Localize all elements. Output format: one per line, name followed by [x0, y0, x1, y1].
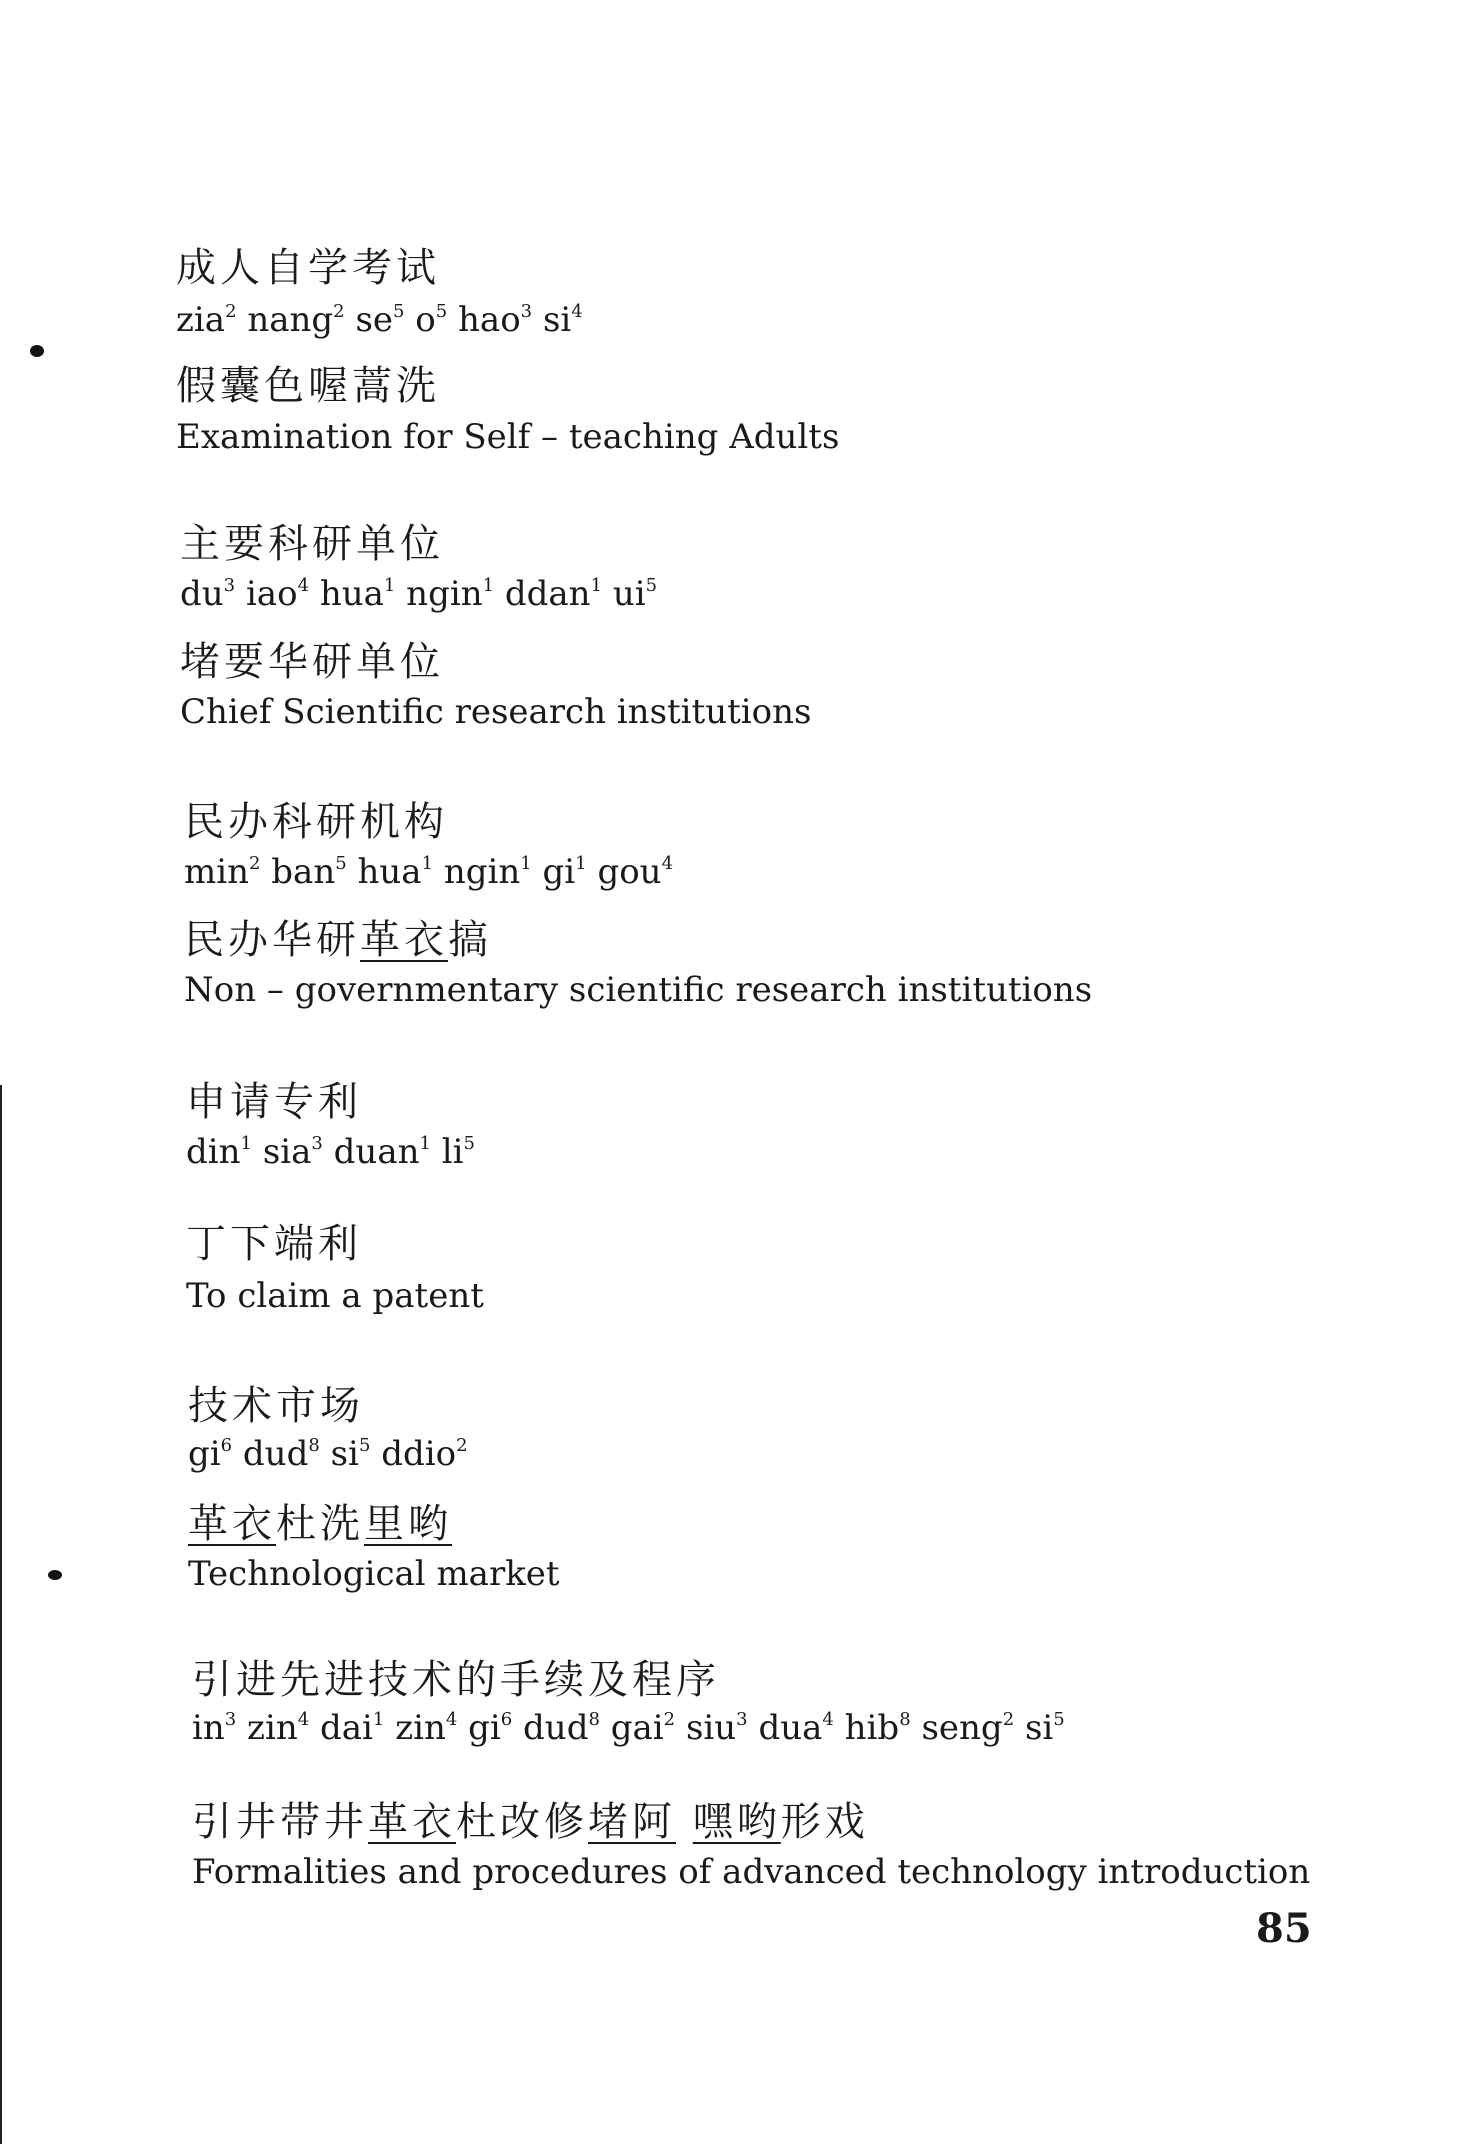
dialect-segment: 搞 [448, 917, 492, 963]
tone-number: 1 [419, 1133, 431, 1154]
tone-number: 6 [500, 1709, 513, 1730]
underlined-segment: 革衣 [368, 1799, 456, 1845]
english-translation: Non – governmentary scientific research institutions [184, 970, 1093, 1010]
tone-number: 1 [372, 1709, 385, 1730]
tone-number: 2 [456, 1435, 468, 1456]
pinyin-syllable: gi [188, 1434, 221, 1474]
pinyin-romanization [176, 300, 583, 340]
tone-number: 3 [311, 1133, 323, 1154]
english-translation: Examination for Self – teaching Adults [176, 417, 840, 457]
chinese-term: 引进先进技术的手续及程序 [192, 1657, 720, 1703]
tone-number: 5 [335, 853, 347, 874]
pinyin-syllable: dua [758, 1708, 823, 1748]
dialect-segment: 杜改修 [456, 1799, 588, 1845]
dialect-transcription [188, 1492, 452, 1549]
tone-number: 2 [1002, 1709, 1015, 1730]
pinyin-syllable: siu [685, 1708, 737, 1748]
tone-number: 5 [393, 301, 405, 322]
tone-number: 3 [223, 575, 236, 596]
tone-number: 8 [899, 1709, 911, 1730]
pinyin-syllable: zin [395, 1708, 446, 1748]
underlined-segment: 嘿哟 [692, 1799, 781, 1845]
tone-number: 6 [220, 1435, 233, 1456]
chinese-term: 民办科研机构 [184, 799, 448, 845]
tone-number: 5 [1053, 1709, 1065, 1730]
pinyin-romanization [184, 852, 673, 892]
tone-number: 1 [421, 853, 434, 874]
pinyin-syllable: ddan [504, 574, 591, 614]
dialect-segment: 民办华研 [184, 917, 360, 963]
pinyin-syllable: o [415, 300, 436, 340]
pinyin-romanization [192, 1708, 1065, 1748]
pinyin-syllable: zin [247, 1708, 298, 1748]
tone-number: 4 [297, 1709, 310, 1730]
tone-number: 4 [571, 301, 583, 322]
pinyin-syllable: iao [245, 574, 298, 614]
dialect-segment: 假囊色喔蒿洗 [176, 363, 440, 409]
underlined-segment: 革衣 [360, 917, 448, 963]
dialect-transcription [186, 1212, 362, 1269]
pinyin-syllable: hua [319, 574, 384, 614]
tone-number: 5 [645, 575, 658, 596]
tone-number: 3 [736, 1709, 748, 1730]
dialect-transcription [192, 1790, 869, 1847]
tone-number: 4 [661, 853, 674, 874]
pinyin-syllable: ngin [406, 574, 483, 614]
pinyin-syllable: dai [320, 1708, 373, 1748]
chinese-term: 主要科研单位 [180, 521, 444, 567]
dialect-transcription [176, 354, 440, 411]
pinyin-syllable: zia [176, 300, 226, 340]
pinyin-syllable: ban [271, 852, 336, 892]
pinyin-syllable: se [355, 300, 394, 340]
pinyin-romanization [180, 574, 657, 614]
pinyin-syllable: in [192, 1708, 225, 1748]
pinyin-syllable: li [441, 1132, 464, 1172]
pinyin-syllable: din [186, 1132, 241, 1172]
pinyin-syllable: duan [333, 1132, 420, 1172]
dialect-transcription [184, 908, 492, 965]
pinyin-syllable: gou [597, 852, 662, 892]
tone-number: 2 [249, 853, 261, 874]
pinyin-syllable: du [180, 574, 224, 614]
english-translation: To claim a patent [186, 1276, 484, 1316]
page-number: 85 [1256, 1905, 1312, 1952]
tone-number: 1 [383, 575, 396, 596]
dialect-segment: 堵要华研单位 [180, 639, 444, 685]
tone-number: 2 [663, 1709, 676, 1730]
tone-number: 4 [822, 1709, 834, 1730]
pinyin-syllable: gi [468, 1708, 501, 1748]
pinyin-syllable: sia [262, 1132, 312, 1172]
tone-number: 1 [590, 575, 603, 596]
pinyin-syllable: si [330, 1434, 359, 1474]
dialect-segment: 形戏 [780, 1799, 869, 1845]
tone-number: 5 [435, 301, 448, 322]
bullet-mark [48, 1570, 62, 1580]
tone-number: 2 [333, 301, 345, 322]
dialect-segment: 引井带井 [192, 1799, 368, 1845]
underlined-segment: 里哟 [364, 1501, 452, 1547]
tone-number: 1 [520, 853, 532, 874]
tone-number: 1 [575, 853, 587, 874]
chinese-term: 申请专利 [186, 1079, 362, 1125]
bullet-mark [30, 345, 44, 357]
pinyin-syllable: hua [357, 852, 422, 892]
pinyin-syllable: dud [523, 1708, 589, 1748]
underlined-segment: 革衣 [188, 1501, 276, 1547]
chinese-term: 成人自学考试 [176, 245, 440, 291]
tone-number: 4 [297, 575, 310, 596]
tone-number: 1 [240, 1133, 252, 1154]
left-margin-rule [0, 1085, 2, 2144]
dialect-transcription [180, 630, 444, 687]
pinyin-syllable: seng [921, 1708, 1003, 1748]
tone-number: 5 [463, 1133, 475, 1154]
pinyin-syllable: hao [458, 300, 521, 340]
chinese-term: 技术市场 [188, 1383, 364, 1429]
dialect-segment [676, 1799, 693, 1845]
pinyin-syllable: dud [242, 1434, 309, 1474]
tone-number: 3 [520, 301, 533, 322]
dialect-segment: 杜洗 [276, 1501, 364, 1547]
pinyin-syllable: gai [610, 1708, 664, 1748]
tone-number: 3 [224, 1709, 237, 1730]
tone-number: 5 [358, 1435, 371, 1456]
pinyin-syllable: si [542, 300, 572, 340]
pinyin-syllable: ui [612, 574, 646, 614]
tone-number: 8 [588, 1709, 600, 1730]
pinyin-syllable: si [1024, 1708, 1054, 1748]
tone-number: 4 [445, 1709, 458, 1730]
pinyin-syllable: ddio [381, 1434, 457, 1474]
pinyin-syllable: min [184, 852, 250, 892]
underlined-segment: 堵阿 [588, 1799, 676, 1845]
tone-number: 2 [225, 301, 237, 322]
dialect-segment: 丁下端利 [186, 1221, 362, 1267]
english-translation: Technological market [188, 1554, 560, 1594]
tone-number: 1 [482, 575, 495, 596]
pinyin-romanization [188, 1434, 468, 1474]
pinyin-syllable: gi [542, 852, 576, 892]
pinyin-syllable: nang [247, 300, 334, 340]
english-translation: Formalities and procedures of advanced technology introduction [192, 1852, 1311, 1892]
pinyin-syllable: ngin [443, 852, 521, 892]
pinyin-syllable: hib [844, 1708, 900, 1748]
english-translation: Chief Scientific research institutions [180, 692, 812, 732]
pinyin-romanization [186, 1132, 475, 1172]
tone-number: 8 [308, 1435, 320, 1456]
